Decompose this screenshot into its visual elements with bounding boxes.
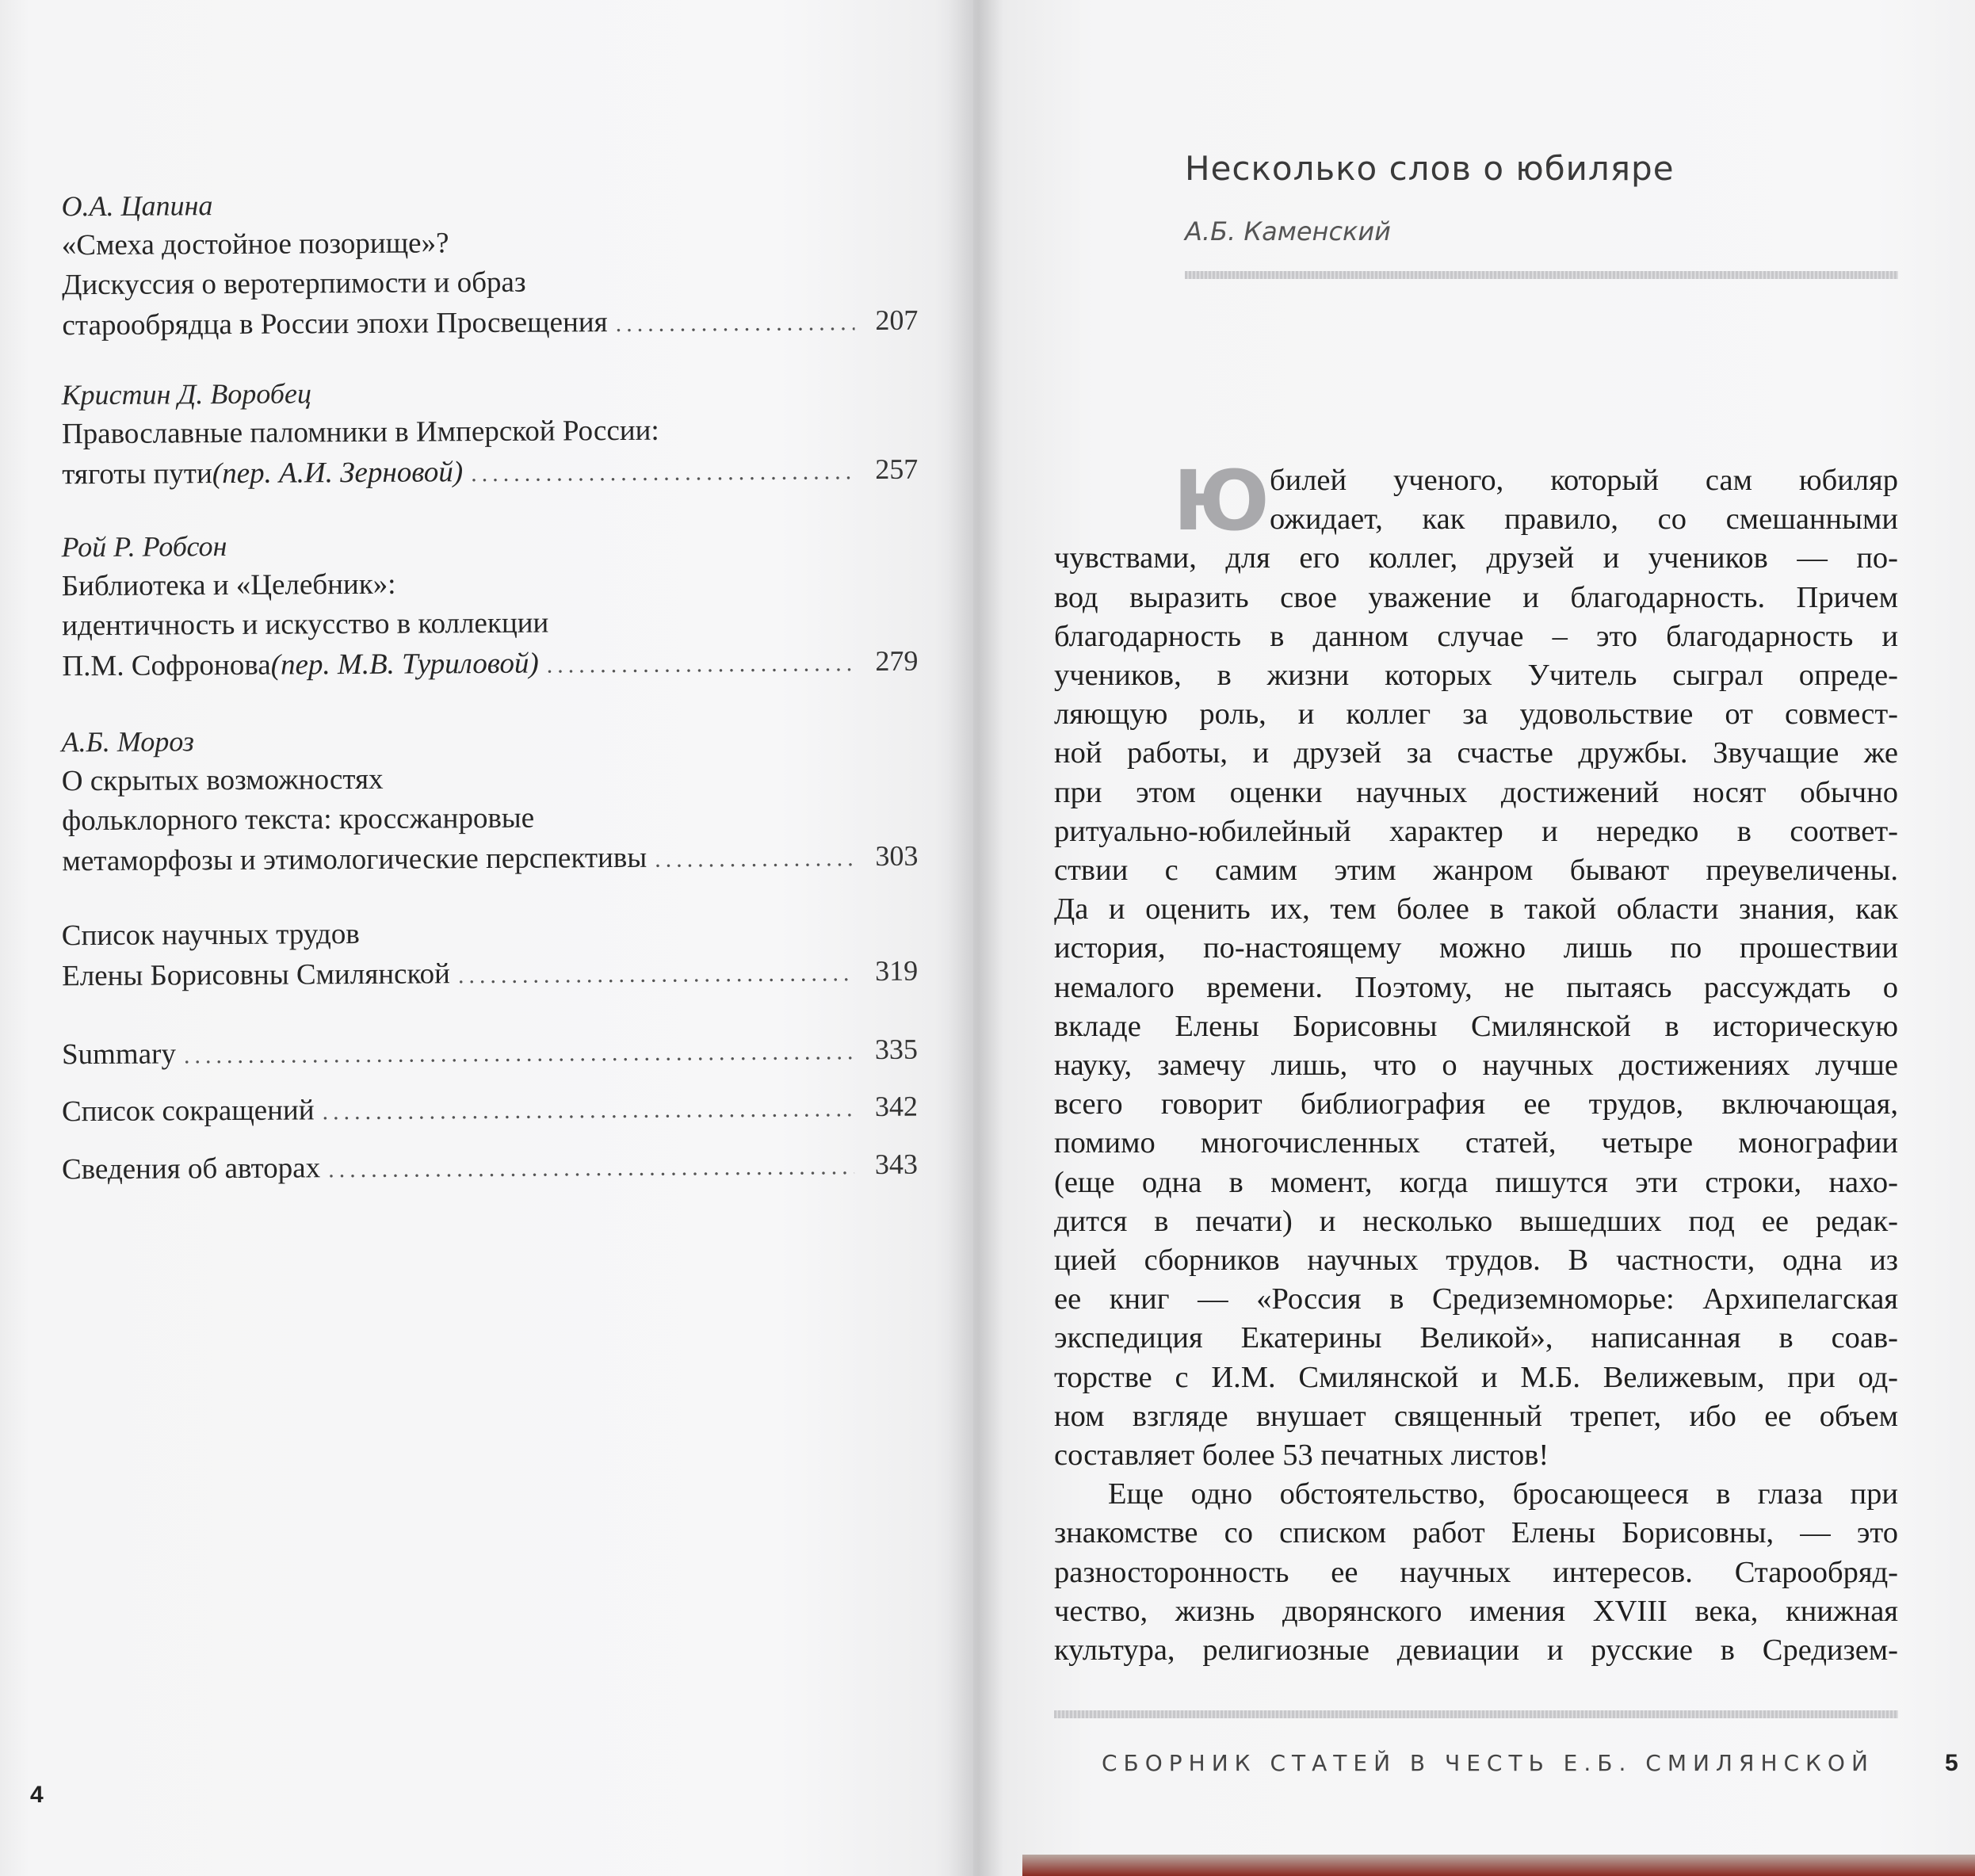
body-line: дится в печати) и несколько вышедших под ее редак-	[1054, 1204, 1898, 1238]
left-page-number: 4	[30, 1782, 44, 1808]
body-line: при этом оценки научных достижений носят обычно	[1054, 775, 1898, 809]
article-body	[1054, 453, 1898, 1670]
body-line: вкладе Елены Борисовны Смилянской в историческую	[1054, 1009, 1898, 1043]
header-rule	[1185, 271, 1898, 279]
book-cover-edge	[1022, 1855, 1975, 1876]
toc-entry[interactable]	[62, 1144, 918, 1192]
toc-title-text: метаморфозы и этимологические перспективы	[62, 841, 648, 878]
toc-leader-dots	[322, 1089, 854, 1132]
toc-page-number: 279	[875, 644, 919, 678]
toc-title-last-line	[62, 1030, 918, 1077]
toc-title-text: Summary	[61, 1037, 177, 1072]
body-line: чество, жизнь дворянского имения XVIII века, книжная	[1054, 1594, 1898, 1628]
toc-page-number: 335	[874, 1033, 919, 1066]
toc-leader-dots	[547, 644, 855, 685]
body-line: науку, замечу лишь, что о научных достижениях лучше	[1054, 1049, 1898, 1083]
toc-page-number: 257	[875, 453, 919, 486]
toc-leader-dots	[655, 839, 855, 880]
toc-title-text: Елены Борисовны Смилянской	[62, 957, 451, 993]
body-line: всего говорит библиография ее трудов, включающая,	[1054, 1087, 1898, 1121]
article-title: Несколько слов о юбиляре	[1185, 149, 1675, 188]
toc-title-line: фольклорного текста: кроссжанровые	[62, 801, 535, 838]
footer-rule	[1054, 1710, 1898, 1718]
toc-author: Рой Р. Робсон	[61, 530, 227, 564]
toc-author: Кристин Д. Воробец	[61, 377, 312, 411]
body-line: знакомстве со списком работ Елены Борисовны, — это	[1054, 1516, 1898, 1550]
body-line: ожидает, как правило, со смешанными	[1270, 502, 1898, 537]
body-line: благодарность в данном случае – это благодарность и	[1054, 619, 1898, 653]
body-line: (еще одна в момент, когда пишутся эти строки, нахо-	[1054, 1165, 1898, 1199]
toc-title-last-line	[62, 300, 918, 348]
toc-title-text: старообрядца в России эпохи Просвещения	[62, 306, 608, 342]
body-line: составляет более 53 печатных листов!	[1054, 1439, 1549, 1473]
toc-title-last-line	[62, 449, 918, 497]
body-line: ритуально-юбилейный характер и нередко в соответ-	[1054, 814, 1898, 848]
toc-title-line: О скрытых возможностях	[61, 762, 384, 798]
toc-title-last-line	[62, 1144, 918, 1192]
toc-title-last-line	[62, 641, 918, 689]
toc-title-line: идентичность и искусство в коллекции	[62, 606, 549, 643]
body-line: ляющую роль, и коллег за удовольствие от совмест-	[1054, 697, 1898, 732]
toc-title-text: тяготы пути	[62, 457, 212, 491]
article-author: А.Б. Каменский	[1185, 216, 1391, 246]
toc-entry[interactable]	[61, 181, 918, 348]
toc-title-text: П.М. Софронова	[62, 648, 271, 683]
toc-author: А.Б. Мороз	[61, 725, 194, 758]
toc-translator: (пер. А.И. Зерновой)	[212, 456, 464, 491]
toc-leader-dots	[615, 303, 854, 344]
toc-author: О.А. Цапина	[61, 189, 213, 223]
toc-leader-dots	[458, 953, 855, 995]
body-line: билей ученого, который сам юбиляр	[1270, 464, 1898, 497]
body-line: культура, религиозные девиации и русские в Средизем-	[1054, 1633, 1898, 1668]
toc-title-line: Библиотека и «Целебник»:	[61, 567, 396, 603]
toc-title-line: Православные паломники в Имперской России:	[61, 414, 659, 451]
body-line: разносторонность ее научных интересов. Старообряд-	[1054, 1555, 1898, 1589]
toc-title-text: Сведения об авторах	[61, 1152, 321, 1186]
toc-page-number: 303	[875, 839, 919, 873]
toc-leader-dots	[471, 452, 854, 494]
toc-entry[interactable]	[62, 911, 919, 999]
toc-title-text: Список сокращений	[61, 1094, 315, 1129]
right-page-number: 5	[1945, 1750, 1958, 1776]
body-line: ствии с самим этим жанром бывают преувеличены.	[1054, 854, 1898, 888]
body-line: чувствами, для его коллег, друзей и учеников — по-	[1054, 541, 1898, 575]
book-gutter	[948, 0, 1003, 1876]
toc-page-number: 342	[874, 1090, 919, 1123]
body-line: немалого времени. Поэтому, не пытаясь рассуждать о	[1054, 970, 1898, 1004]
toc-entry[interactable]	[62, 1087, 918, 1134]
toc-title-line: Список научных трудов	[61, 918, 360, 953]
toc-entry[interactable]	[61, 522, 918, 689]
toc-entry[interactable]	[62, 1030, 918, 1077]
toc-title-last-line	[62, 1087, 918, 1134]
toc-page-number: 319	[875, 954, 919, 988]
running-footer: СБОРНИК СТАТЕЙ В ЧЕСТЬ Е.Б. СМИЛЯНСКОЙ	[1102, 1750, 1874, 1776]
drop-cap: Ю	[1173, 453, 1270, 549]
toc-entry[interactable]	[62, 370, 919, 497]
body-line: ной работы, и друзей за счастье дружбы. Звучащие же	[1054, 736, 1898, 770]
toc-title-line: «Смеха достойное позорище»?	[61, 227, 449, 262]
body-line: Да и оценить их, тем более в такой области знания, как	[1054, 892, 1898, 927]
body-line: помимо многочисленных статей, четыре монографии	[1054, 1126, 1898, 1160]
toc-leader-dots	[328, 1147, 854, 1190]
toc-page-number: 343	[874, 1148, 919, 1181]
toc-entry[interactable]	[61, 717, 918, 884]
body-line: история, по-настоящему можно лишь по прошествии	[1054, 931, 1898, 965]
body-line: учеников, в жизни которых Учитель сыграл опреде-	[1054, 659, 1898, 693]
toc-leader-dots	[184, 1032, 854, 1076]
toc-translator: (пер. М.В. Туриловой)	[270, 647, 539, 682]
toc-title-last-line	[62, 836, 918, 884]
body-line: торстве с И.М. Смилянской и М.Б. Велижевым, при од-	[1054, 1360, 1898, 1394]
body-line: ее книг — «Россия в Средиземноморье: Архипелагская	[1054, 1282, 1898, 1316]
body-line: вод выразить свое уважение и благодарность. Причем	[1054, 580, 1898, 614]
body-line: Еще одно обстоятельство, бросающееся в глаза при	[1108, 1477, 1898, 1511]
toc-title-last-line	[62, 951, 918, 999]
toc-page-number: 207	[875, 304, 919, 337]
body-line: цией сборников научных трудов. В частности, одна из	[1054, 1244, 1898, 1278]
toc-title-line: Дискуссия о веротерпимости и образ	[62, 266, 526, 302]
body-line: ном взгляде внушает священный трепет, ибо ее объем	[1054, 1399, 1898, 1433]
body-line: экспедиция Екатерины Великой», написанная в соав-	[1054, 1321, 1898, 1355]
